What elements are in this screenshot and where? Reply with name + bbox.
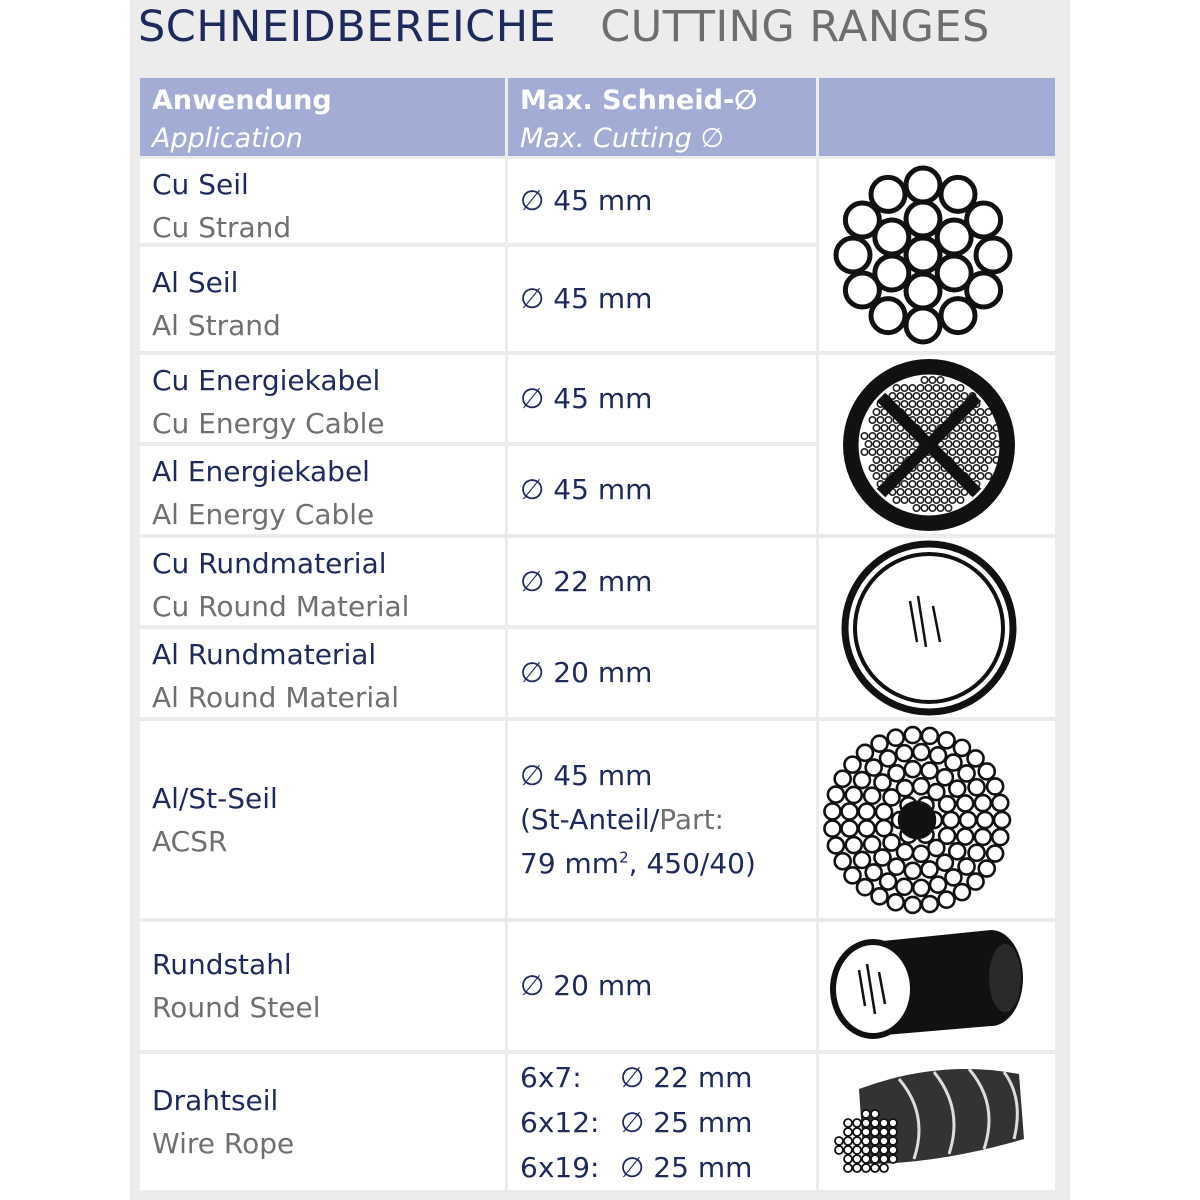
max-diameter-value	[508, 721, 816, 918]
wire-rope-size-row	[520, 1145, 816, 1190]
wire-rope-size-row	[520, 1055, 816, 1100]
application-label-de: Al Energiekabel	[152, 455, 370, 488]
table-row	[140, 159, 505, 243]
rope-type-label: 6x19:	[520, 1150, 600, 1184]
header-application	[140, 78, 505, 156]
header-maxcut-en: Max. Cutting ∅	[520, 123, 724, 154]
round-steel-icon	[819, 922, 1055, 1050]
diameter-text: ∅ 25 mm	[620, 1105, 753, 1139]
application-label-en: ACSR	[152, 824, 228, 858]
diameter-text: ∅ 45 mm	[520, 184, 653, 217]
table-row	[140, 922, 505, 1050]
application-label-de: Rundstahl	[152, 948, 292, 981]
wire-rope-values	[508, 1054, 816, 1190]
diameter-text: ∅ 22 mm	[620, 1060, 753, 1094]
table-row	[140, 1054, 505, 1190]
wire-rope-icon	[819, 1054, 1055, 1190]
diameter-text: ∅ 45 mm	[520, 758, 653, 792]
max-diameter-value	[508, 538, 816, 625]
steel-part-note	[520, 798, 816, 842]
table-row	[140, 247, 505, 351]
header-picture	[819, 78, 1055, 156]
application-label-en: Round Steel	[152, 991, 321, 1024]
round-material-icon	[819, 538, 1055, 717]
steel-spec: , 450/40)	[628, 846, 756, 880]
round-steel-picture	[819, 922, 1055, 1050]
application-label-de: Drahtseil	[152, 1084, 279, 1117]
page-title	[138, 2, 990, 52]
diameter-text: ∅ 45 mm	[520, 282, 653, 315]
table-row	[140, 721, 505, 918]
diameter-text: ∅ 20 mm	[520, 656, 653, 689]
diameter-text: ∅ 20 mm	[520, 969, 653, 1002]
strand-picture	[819, 159, 1055, 351]
application-label-en: Wire Rope	[152, 1127, 295, 1160]
area-exponent: 2	[619, 848, 629, 867]
max-diameter-value	[508, 247, 816, 351]
diameter-text: ∅ 45 mm	[520, 381, 653, 415]
steel-part-en: Part:	[659, 802, 724, 836]
acsr-icon	[819, 721, 1055, 918]
application-label-de: Cu Energiekabel	[152, 364, 381, 397]
application-label-de: Al/St-Seil	[152, 781, 278, 815]
max-diameter-value	[508, 355, 816, 442]
table-row	[140, 538, 505, 625]
steel-part-de: (St-Anteil/	[520, 802, 660, 836]
application-label-de: Al Seil	[152, 266, 239, 299]
wire-rope-size-row	[520, 1100, 816, 1145]
strand-icon	[819, 159, 1055, 351]
max-diameter-value	[508, 446, 816, 534]
header-maxcut-de: Max. Schneid-∅	[520, 85, 758, 116]
application-label-en: Al Energy Cable	[152, 498, 375, 531]
table-row	[140, 355, 505, 442]
diameter-text: ∅ 45 mm	[520, 473, 653, 506]
diameter-text: ∅ 25 mm	[620, 1150, 753, 1184]
rope-type-label: 6x7:	[520, 1060, 582, 1094]
max-diameter-value	[508, 922, 816, 1050]
energy-cable-picture	[819, 355, 1055, 534]
application-label-de: Al Rundmaterial	[152, 638, 377, 671]
max-diameter-value	[508, 159, 816, 243]
header-application-de: Anwendung	[152, 85, 332, 116]
steel-area: 79 mm	[520, 846, 620, 880]
table-row	[140, 446, 505, 534]
wire-rope-picture	[819, 1054, 1055, 1190]
round-material-picture	[819, 538, 1055, 717]
header-application-en: Application	[152, 123, 303, 154]
table-row	[140, 629, 505, 717]
rope-type-label: 6x12:	[520, 1105, 600, 1139]
application-label-en: Al Strand	[152, 309, 281, 342]
steel-part-values	[520, 842, 816, 886]
title-german: SCHNEIDBEREICHE	[138, 2, 557, 52]
application-label-de: Cu Rundmaterial	[152, 547, 387, 580]
header-max-cutting	[508, 78, 816, 156]
application-label-en: Cu Energy Cable	[152, 407, 385, 440]
application-label-en: Cu Round Material	[152, 590, 410, 623]
acsr-picture	[819, 721, 1055, 918]
application-label-en: Cu Strand	[152, 211, 292, 244]
energy-cable-icon	[819, 355, 1055, 534]
application-label-de: Cu Seil	[152, 168, 249, 201]
application-label-en: Al Round Material	[152, 681, 400, 714]
diameter-text: ∅ 22 mm	[520, 564, 653, 598]
max-diameter-value	[508, 629, 816, 717]
title-english: CUTTING RANGES	[600, 2, 990, 52]
